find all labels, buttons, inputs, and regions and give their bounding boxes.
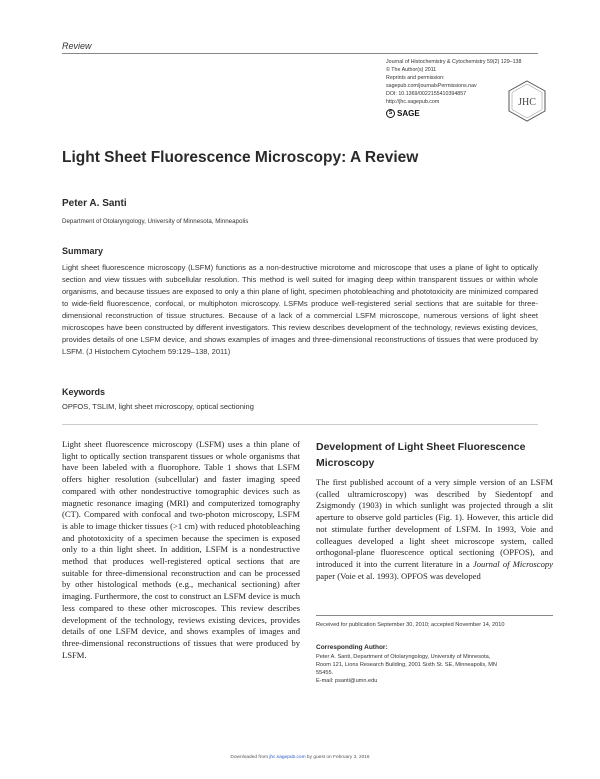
abstract-divider — [62, 424, 538, 425]
publisher-logo — [386, 109, 420, 118]
paragraph-text-start: The first published account of a very simple version of an LSFM (called ultramicroscopy) was described by Siedentopf and Zsigmondy (1903) in which sunlight was projected through a slit aperture to observe gold particles (Fig. 1). However, this article did not stimulate further development of LSFM. In 1993, Voie and colleagues developed a light sheet microscope system, called orthogonal-plane fluorescence optical sectioning (OPFOS), and introduced it into the current literature in a — [316, 477, 553, 569]
footnote-divider — [316, 615, 553, 616]
download-footer — [0, 755, 600, 760]
section-heading: Development of Light Sheet Fluorescence Microscopy — [316, 441, 526, 469]
paragraph-text-end: paper (Voie et al. 1993). OPFOS was developed — [316, 570, 481, 581]
header-divider — [62, 53, 538, 54]
download-link[interactable]: jhc.sagepub.com — [269, 755, 306, 760]
corresponding-line: 55455. — [316, 670, 334, 676]
author-affiliation: Department of Otolaryngology, University of Minnesota, Minneapolis — [62, 218, 249, 225]
section-label: Review — [62, 41, 92, 51]
intro-paragraph: Light sheet fluorescence microscopy (LSFM) uses a thin plane of light to optically section transparent tissues or whole organisms that have been labeled with a fluorophore. Table 1 shows that LSFM offers higher resolution (subcellular) and faster imaging speed compared with other nondestructive tomographic devices such as magnetic resonance imaging (MRI) and computerized tomography (CT). Compared with confocal and two-photon microscopy, LSFM is able to image thicker tissues (>1 cm) with reduced photobleaching and phototoxicity of a specimen because the specimen is exposed only to a thin light sheet. In addition, LSFM is a nondestructive method that produces well-registered optical sections that are suitable for three-dimensional reconstruction and can be processed by other histological methods (e.g., mechanical sectioning) after imaging. Furthermore, the cost to construct an LSFM device is much less compared to these other microscopes. This review describes development of the technology, reviews existing devices, provides details of one LSFM device, and shows examples of images and three-dimensional reconstructions of tissues that were produced by LSFM. — [62, 439, 300, 660]
jhc-logo-text: JHC — [518, 97, 536, 108]
journal-name-italic: Journal of Microscopy — [472, 558, 553, 569]
corresponding-author-heading: Corresponding Author: — [316, 644, 388, 651]
permissions-link[interactable]: sagepub.com/journalsPermissions.nav — [386, 83, 477, 90]
keywords-heading: Keywords — [62, 387, 106, 397]
keywords-text: OPFOS, TSLIM, light sheet microscopy, optical sectioning — [62, 402, 254, 411]
doi-line[interactable]: DOI: 10.1369/0022155410394857 — [386, 91, 467, 98]
sage-mark-icon: S — [386, 109, 395, 118]
summary-heading: Summary — [62, 246, 104, 256]
corresponding-line: Peter A. Santi, Department of Otolaryngology, University of Minnesota, — [316, 654, 491, 660]
reprints-line: Reprints and permission: — [386, 75, 445, 82]
journal-info — [386, 58, 522, 107]
development-paragraph — [316, 477, 553, 582]
journal-url[interactable]: http://jhc.sagepub.com — [386, 99, 440, 106]
copyright-line: © The Author(s) 2011 — [386, 67, 437, 74]
download-prefix: Downloaded from — [230, 755, 270, 760]
author-name: Peter A. Santi — [62, 198, 127, 209]
corresponding-line: Room 121, Lions Research Building, 2001 Sixth St. SE, Minneapolis, MN — [316, 662, 497, 668]
jhc-logo-icon — [508, 80, 546, 122]
corresponding-author-details — [316, 653, 553, 685]
download-suffix: by guest on February 3, 2016 — [305, 755, 370, 760]
journal-citation: Journal of Histochemistry & Cytochemistry 59(2) 129–138 — [386, 59, 522, 65]
corresponding-email[interactable]: E-mail: psanti@umn.edu — [316, 678, 378, 684]
publisher-name: SAGE — [397, 109, 420, 118]
summary-text: Light sheet fluorescence microscopy (LSFM) functions as a non-destructive microtome and microscope that uses a plane of light to optically section and view tissues with subcellular resolution. This method is well suited for imaging deep within transparent tissues or within whole organisms, and because tissues are exposed to only a thin plane of light, specimen photobleaching and phototoxicity are minimized compared to wide-field fluorescence, confocal, or multiphoton microscopy. LSFMs produce well-registered serial sections that are suitable for three-dimensional reconstruction of tissue structures. Because of a lack of a commercial LSFM microscope, numerous versions of light sheet microscopes have been constructed by different investigators. This review describes development of the technology, reviews existing devices, provides details of one LSFM device, and shows examples of images and three-dimensional reconstructions of tissues that were produced by LSFM. (J Histochem Cytochem 59:129–138, 2011) — [62, 263, 538, 356]
article-title: Light Sheet Fluorescence Microscopy: A Review — [62, 149, 419, 166]
received-dates: Received for publication September 30, 2010; accepted November 14, 2010 — [316, 622, 505, 628]
